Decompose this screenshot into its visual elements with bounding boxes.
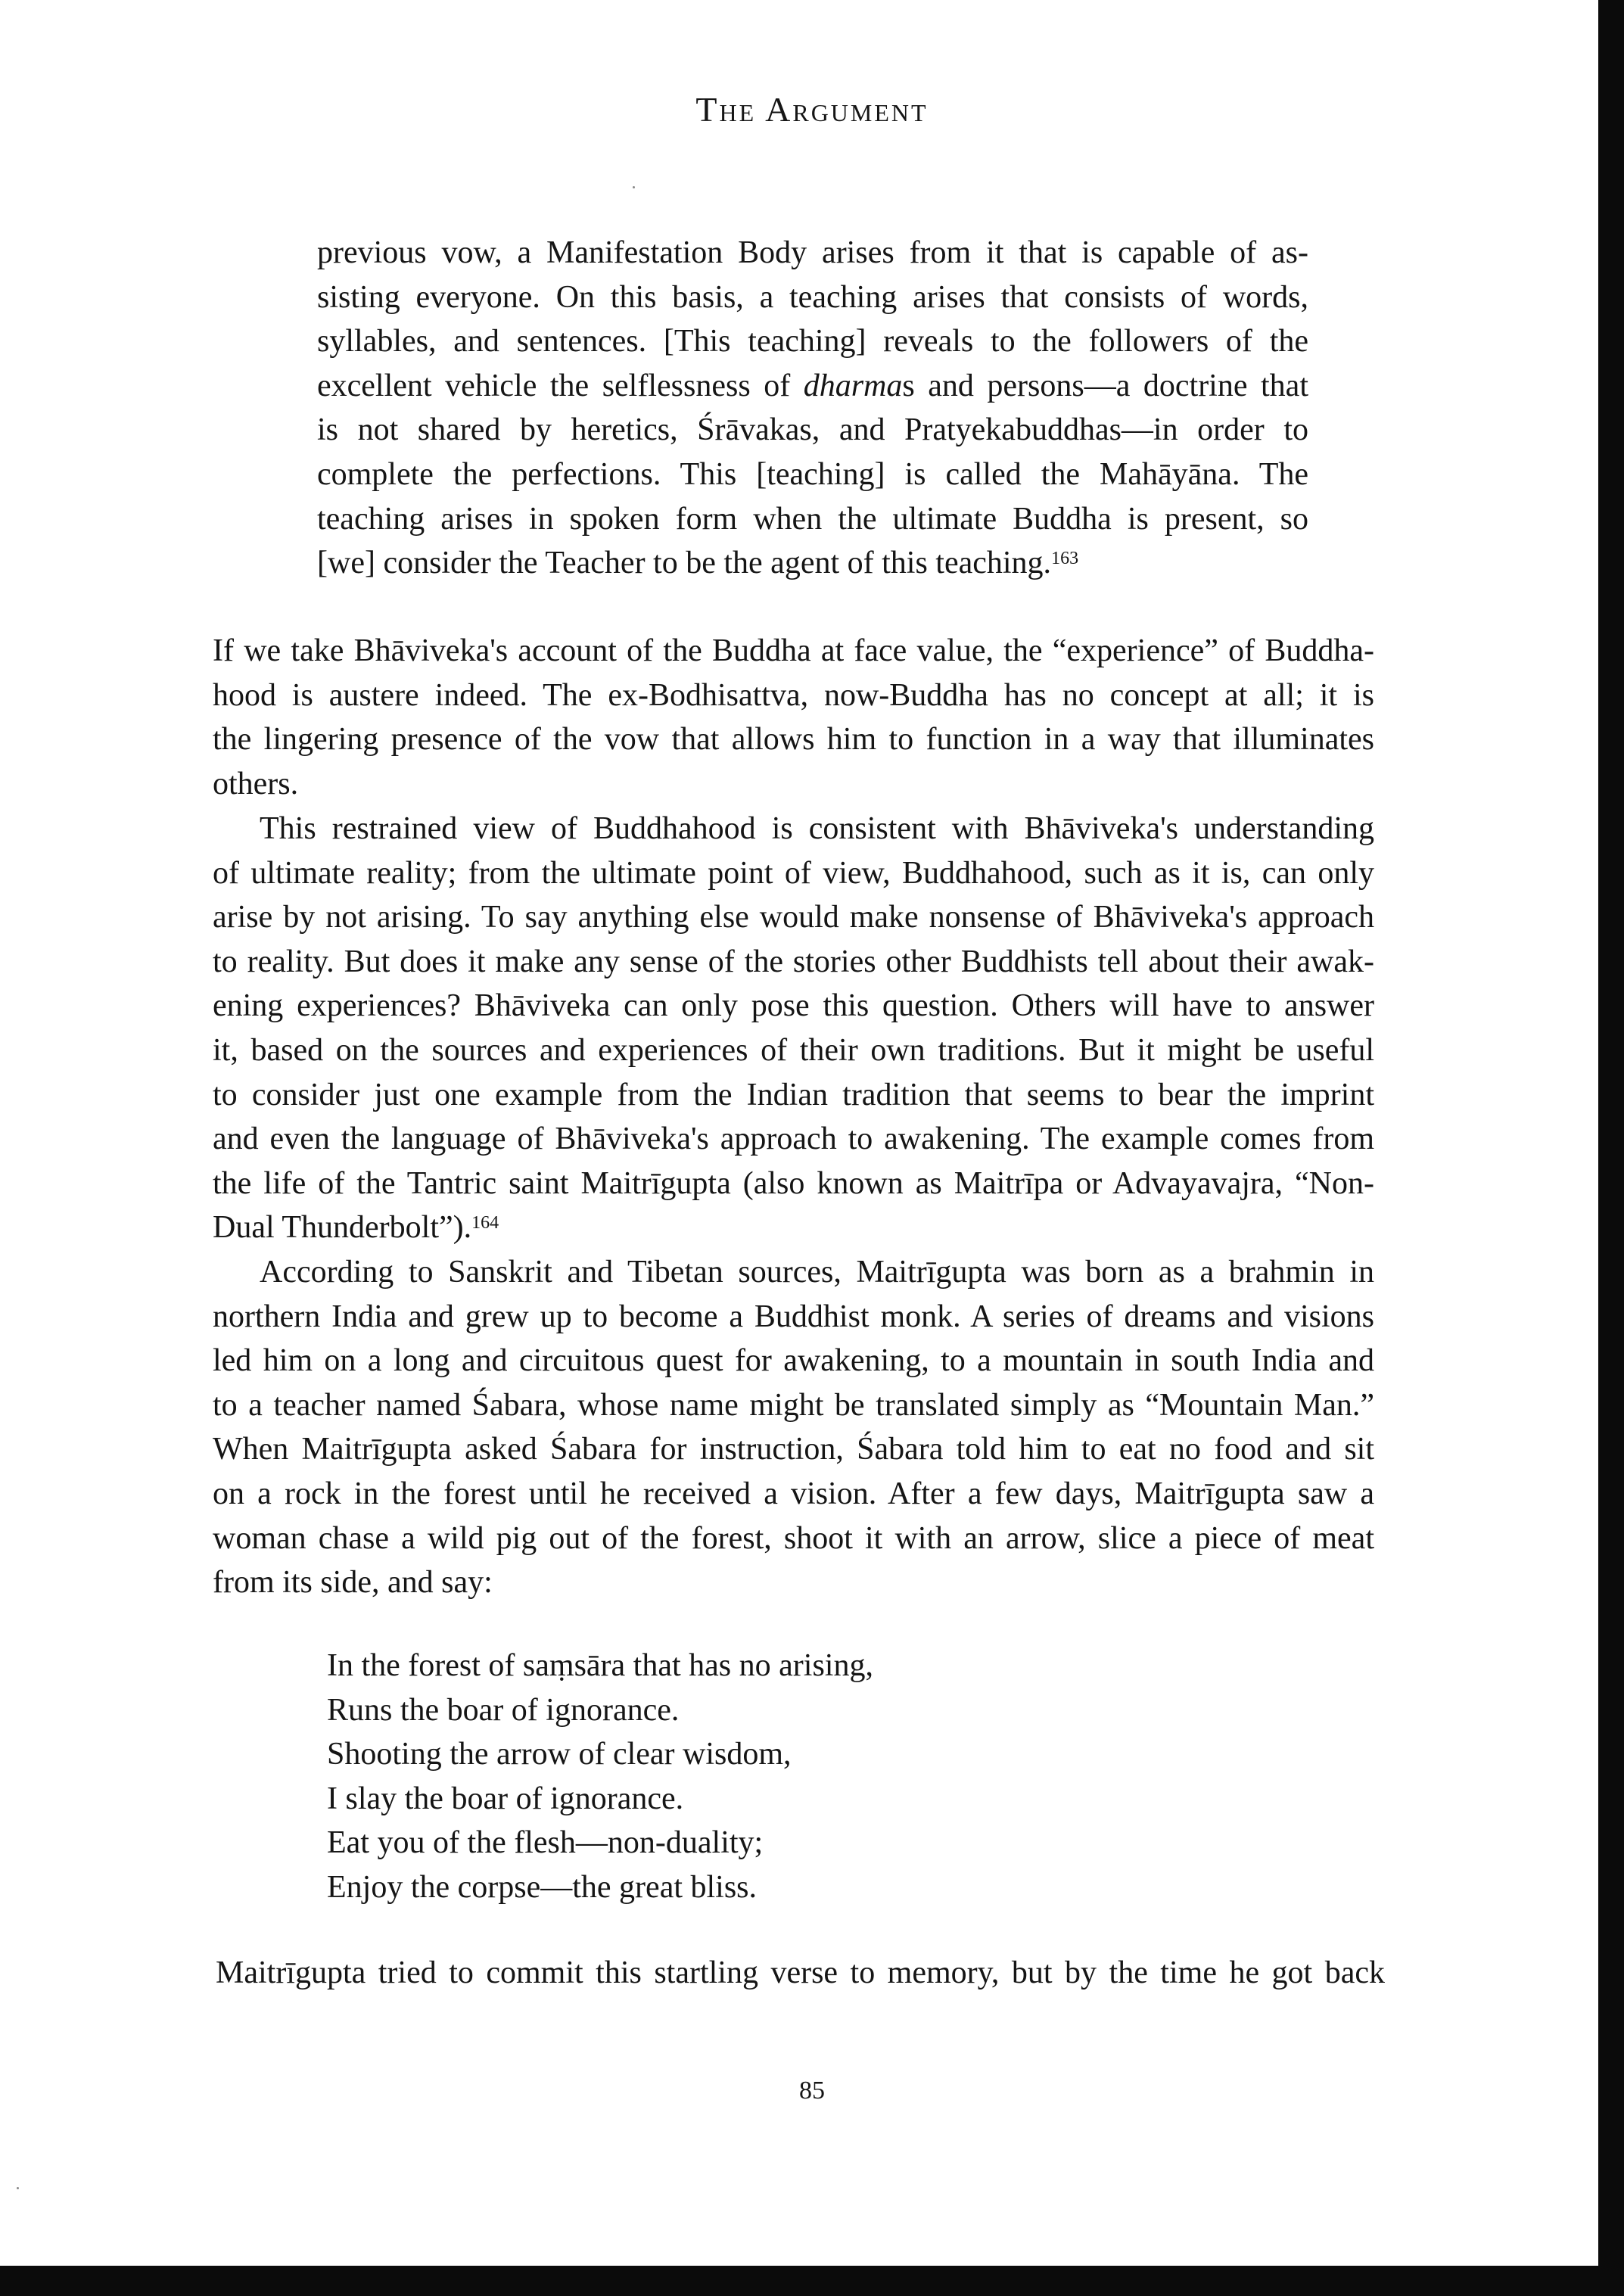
verse-line: Shooting the arrow of clear wisdom, (327, 1737, 792, 1772)
scan-speck (633, 186, 635, 188)
body-line: to a teacher named Śabara, whose name might be translated simply as “Mountain Man.” (213, 1387, 1374, 1423)
verse-line: Eat you of the flesh—non-duality; (327, 1825, 764, 1861)
body-line: ening experiences? Bhāviveka can only pose this question. Others will have to answer (213, 988, 1374, 1024)
scan-edge-right (1598, 0, 1624, 2296)
italic-term: dharma (803, 368, 903, 403)
body-line: This restrained view of Buddhahood is consistent with Bhāviveka's understanding (260, 811, 1374, 846)
quote-line: teaching arises in spoken form when the ultimate Buddha is present, so (317, 501, 1308, 537)
block-quotation (317, 231, 1308, 586)
body-line: led him on a long and circuitous quest for awakening, to a mountain in south India and (213, 1343, 1374, 1379)
body-line: others. (213, 766, 299, 801)
verse-line: Runs the boar of ignorance. (327, 1692, 680, 1728)
body-line: to consider just one example from the Indian tradition that seems to bear the imprint (213, 1077, 1374, 1112)
running-head: The Argument (695, 90, 929, 129)
body-line: arise by not arising. To say anything else would make nonsense of Bhāviveka's approach (213, 900, 1374, 935)
footnote-ref: 163 (1051, 549, 1079, 569)
body-line: and even the language of Bhāviveka's approach to awakening. The example comes from (213, 1122, 1374, 1157)
verse-block (327, 1644, 873, 1910)
quote-line: [we] consider the Teacher to be the agent of this teaching.$^{163}$ (317, 546, 1079, 581)
verse-line: I slay the boar of ignorance. (327, 1781, 684, 1816)
closing-line (216, 1951, 1385, 1996)
body-line: the life of the Tantric saint Maitrīgupta (also known as Maitrīpa or Advayavajra, “Non- (213, 1165, 1374, 1201)
scan-edge-bottom (0, 2266, 1624, 2296)
body-line: of ultimate reality; from the ultimate point of view, Buddhahood, such as it is, can only (213, 855, 1374, 891)
verse-line: Enjoy the corpse—the great bliss. (327, 1869, 758, 1905)
body-line: northern India and grew up to become a Buddhist monk. A series of dreams and visions (213, 1299, 1374, 1334)
quote-line: previous vow, a Manifestation Body arises from it that is capable of as- (317, 235, 1308, 270)
paragraph-2 (213, 807, 1374, 1605)
verse-line: In the forest of saṃsāra that has no arising, (327, 1648, 873, 1683)
paragraph-1 (213, 629, 1374, 806)
body-line: According to Sanskrit and Tibetan sources, Maitrīgupta was born as a brahmin in (260, 1254, 1374, 1290)
body-line: When Maitrīgupta asked Śabara for instruction, Śabara told him to eat no food and sit (213, 1432, 1374, 1467)
body-line: from its side, and say: (213, 1565, 493, 1601)
quote-line: sisting everyone. On this basis, a teaching arises that consists of words, (317, 279, 1308, 315)
quote-line: is not shared by heretics, Śrāvakas, and Pratyekabuddhas—in order to (317, 412, 1308, 448)
quote-line: excellent vehicle the selflessness of dharmas and persons—a doctrine that (317, 368, 1308, 403)
body-line: woman chase a wild pig out of the forest, shoot it with an arrow, slice a piece of meat (213, 1520, 1374, 1556)
body-line: to reality. But does it make any sense of the stories other Buddhists tell about their awak- (213, 944, 1374, 979)
quote-line: complete the perfections. This [teaching] is called the Mahāyāna. The (317, 456, 1308, 492)
body-line: it, based on the sources and experiences of their own traditions. But it might be useful (213, 1032, 1374, 1068)
scan-speck (17, 2187, 19, 2189)
body-line: Maitrīgupta tried to commit this startling verse to memory, but by the time he got back (216, 1955, 1385, 1990)
quote-line: syllables, and sentences. [This teaching] reveals to the followers of the (317, 324, 1308, 359)
footnote-ref: 164 (471, 1213, 499, 1234)
page-number: 85 (799, 2077, 825, 2105)
body-line: Dual Thunderbolt”).$^{164}$ (213, 1210, 499, 1246)
body-line: hood is austere indeed. The ex-Bodhisattva, now-Buddha has no concept at all; it is (213, 677, 1374, 713)
body-line: If we take Bhāviveka's account of the Buddha at face value, the “experience” of Buddha- (213, 633, 1374, 668)
body-line: on a rock in the forest until he received a vision. After a few days, Maitrīgupta saw a (213, 1476, 1374, 1511)
body-line: the lingering presence of the vow that allows him to function in a way that illuminates (213, 722, 1374, 758)
